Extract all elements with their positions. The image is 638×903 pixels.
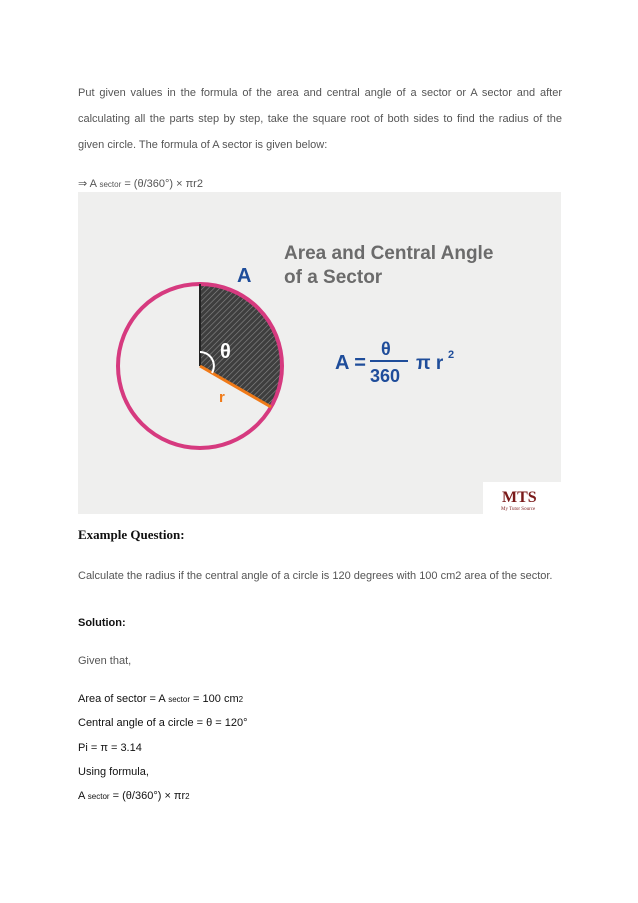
angle-label: θ: [220, 341, 231, 363]
using-formula: Using formula,: [78, 766, 149, 778]
figure-title-line1: Area and Central Angle: [284, 243, 494, 264]
area-prefix: Area of sector = A: [78, 693, 166, 705]
solution-formula-subscript: sector: [87, 792, 110, 801]
pi-line: Pi = π = 3.14: [78, 742, 142, 754]
solution-formula-line: [78, 790, 190, 802]
formula-subscript: sector: [99, 180, 122, 189]
solution-formula-superscript: 2: [185, 792, 190, 801]
given-that: Given that,: [78, 655, 132, 667]
angle-line: Central angle of a circle = θ = 120°: [78, 717, 248, 729]
area-line: [78, 693, 243, 705]
figure-formula-lhs: A =: [335, 352, 366, 374]
solution-formula-prefix: A: [78, 790, 85, 802]
figure-title-line2: of a Sector: [284, 267, 383, 288]
figure-fraction-num: θ: [381, 339, 391, 359]
area-superscript: 2: [238, 695, 244, 704]
solution-formula-rest: = (θ/360°) × πr: [109, 790, 186, 802]
formula-prefix: ⇒ A: [78, 178, 97, 190]
figure-formula-exp: 2: [448, 349, 455, 361]
logo-text: MTS: [502, 489, 537, 506]
formula-line: [78, 177, 203, 190]
sector-diagram: [78, 192, 561, 514]
solution-heading: Solution:: [78, 617, 126, 629]
logo-subtext: My Tutor Source: [501, 507, 536, 512]
formula-rest: = (θ/360°) × πr2: [121, 178, 203, 190]
sector-label: A: [237, 265, 252, 287]
intro-paragraph: Put given values in the formula of the area and central angle of a sector or A sector and after calculating all the parts step by step, take the square root of both sides to find the radius of the given circle. The formula of A sector is given below:: [78, 87, 562, 151]
area-value: = 100 cm: [190, 693, 239, 705]
example-question: Calculate the radius if the central angle of a circle is 120 degrees with 100 cm2 area of the sector.: [78, 570, 553, 582]
example-heading: Example Question:: [78, 527, 185, 542]
area-subscript: sector: [168, 695, 190, 704]
radius-label: r: [219, 389, 225, 406]
figure-fraction-den: 360: [370, 366, 401, 386]
figure-formula-pi-r: π r: [416, 353, 444, 374]
